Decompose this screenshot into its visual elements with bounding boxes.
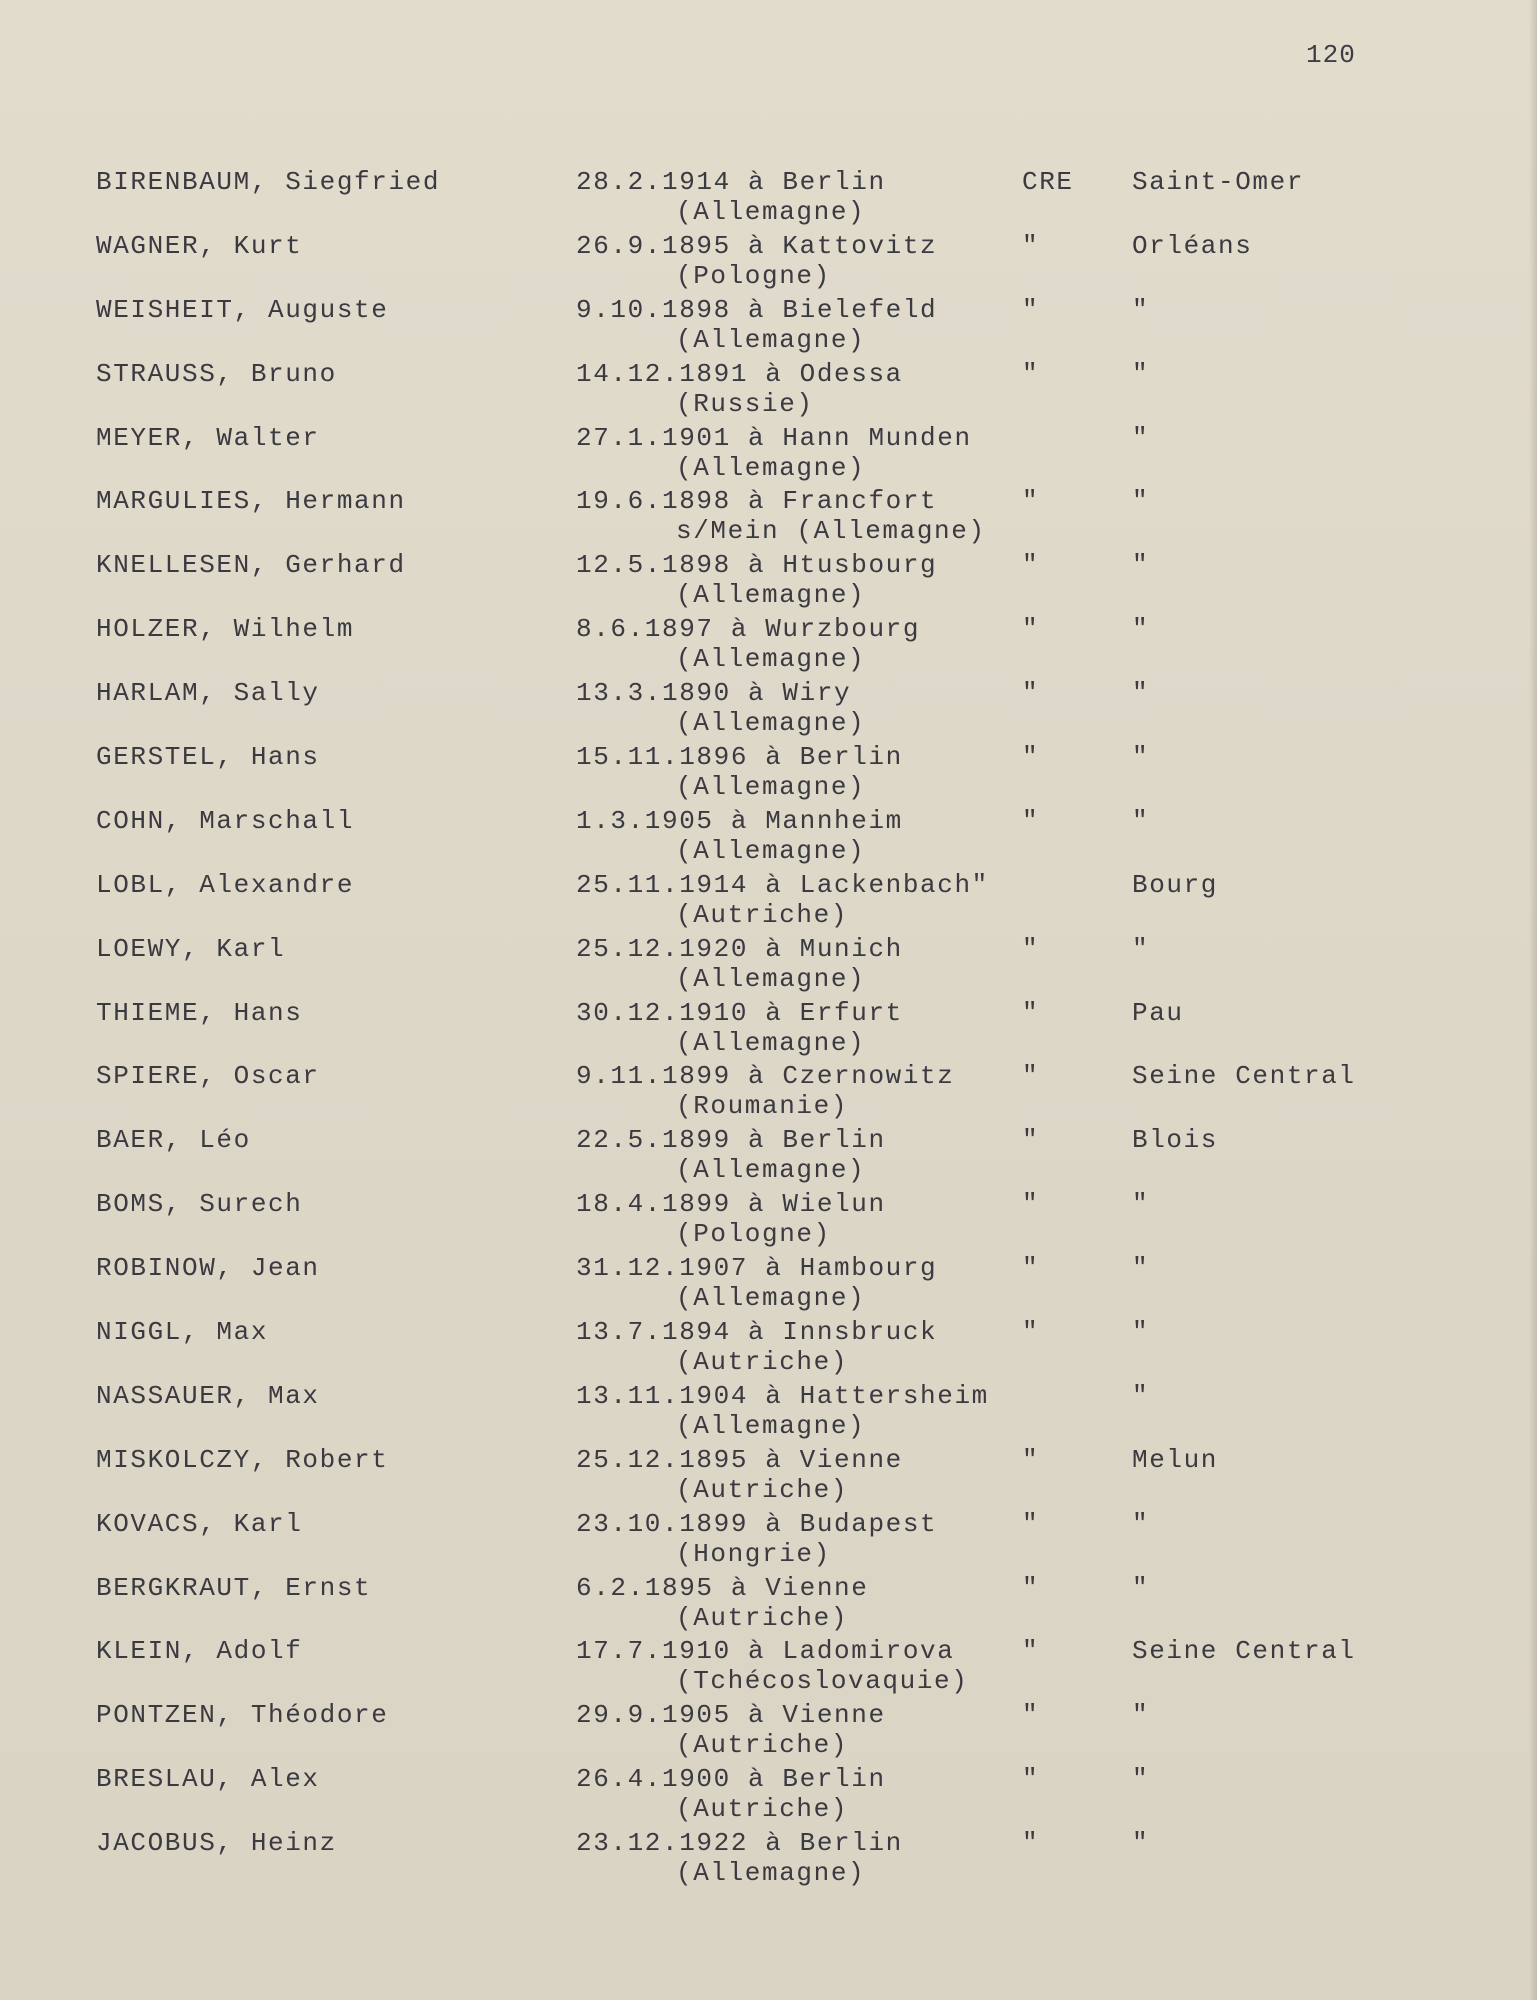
list-item — [0, 933, 1537, 997]
birth-date-place: 13.7.1894 à Innsbruck — [576, 1317, 938, 1348]
list-item — [0, 1763, 1537, 1827]
list-item — [0, 1380, 1537, 1444]
person-name: LOEWY, Karl — [96, 933, 286, 964]
ditto-mark: " — [1022, 294, 1040, 325]
camp-location: " — [1132, 1380, 1150, 1411]
person-name: COHN, Marschall — [96, 805, 355, 836]
ditto-mark: " — [1022, 678, 1040, 709]
ditto-mark: " — [1022, 805, 1040, 836]
ditto-mark: " — [1022, 550, 1040, 581]
camp-location: Blois — [1132, 1125, 1219, 1156]
camp-location: " — [1132, 1828, 1150, 1859]
ditto-mark: " — [1022, 997, 1040, 1028]
list-item — [0, 741, 1537, 805]
birth-date-place: 23.10.1899 à Budapest — [576, 1508, 938, 1539]
birth-date-place: 26.4.1900 à Berlin — [576, 1764, 886, 1795]
person-name: JACOBUS, Heinz — [96, 1828, 337, 1859]
camp-location: " — [1132, 1317, 1150, 1348]
list-item — [0, 1060, 1537, 1124]
page-edge-shadow — [1529, 0, 1537, 2000]
birth-date-place: 23.12.1922 à Berlin — [576, 1828, 903, 1859]
list-item — [0, 1252, 1537, 1316]
birth-country: (Allemagne) — [676, 963, 866, 994]
camp-location: " — [1132, 1253, 1150, 1284]
birth-country: (Allemagne) — [676, 772, 866, 803]
ditto-mark: " — [1022, 742, 1040, 773]
page-number: 120 — [1306, 40, 1356, 70]
person-name: KNELLESEN, Gerhard — [96, 550, 406, 581]
ditto-mark: " — [1022, 1061, 1040, 1092]
person-name: BIRENBAUM, Siegfried — [96, 167, 441, 197]
person-name: GERSTEL, Hans — [96, 742, 320, 773]
list-item — [0, 1635, 1537, 1699]
ditto-mark: " — [1022, 1253, 1040, 1284]
birth-date-place: 29.9.1905 à Vienne — [576, 1700, 886, 1731]
list-item — [0, 1124, 1537, 1188]
birth-date-place: 1.3.1905 à Mannheim — [576, 805, 903, 836]
birth-country: (Roumanie) — [676, 1091, 849, 1122]
camp-location: " — [1132, 294, 1150, 325]
person-name: HOLZER, Wilhelm — [96, 614, 355, 645]
list-item — [0, 677, 1537, 741]
birth-date-place: 6.2.1895 à Vienne — [576, 1572, 869, 1603]
ditto-mark: " — [1022, 230, 1040, 261]
person-name: MARGULIES, Hermann — [96, 486, 406, 517]
birth-date-place: 18.4.1899 à Wielun — [576, 1189, 886, 1220]
birth-country: (Autriche) — [676, 899, 849, 930]
ditto-mark: " — [1022, 358, 1040, 389]
birth-date-place: 9.10.1898 à Bielefeld — [576, 294, 938, 325]
camp-location: Bourg — [1132, 869, 1219, 900]
camp-location: " — [1132, 358, 1150, 389]
person-name: BOMS, Surech — [96, 1189, 303, 1220]
list-item — [0, 230, 1537, 294]
camp-location: " — [1132, 1700, 1150, 1731]
birth-date-place: 14.12.1891 à Odessa — [576, 358, 903, 389]
camp-location: " — [1132, 805, 1150, 836]
birth-country: (Allemagne) — [676, 580, 866, 611]
birth-date-place: 25.11.1914 à Lackenbach" — [576, 869, 989, 900]
list-item — [0, 358, 1537, 422]
camp-location: " — [1132, 742, 1150, 773]
birth-country: (Allemagne) — [676, 1410, 866, 1441]
ditto-mark: " — [1022, 1189, 1040, 1220]
ditto-mark: " — [1022, 1444, 1040, 1475]
birth-date-place: 27.1.1901 à Hann Munden — [576, 422, 972, 453]
list-item — [0, 294, 1537, 358]
list-item — [0, 1188, 1537, 1252]
ditto-mark: " — [1022, 1317, 1040, 1348]
list-item — [0, 1827, 1537, 1891]
person-name: BAER, Léo — [96, 1125, 251, 1156]
list-item — [0, 485, 1537, 549]
ditto-mark: " — [1022, 933, 1040, 964]
birth-country: (Allemagne) — [676, 1283, 866, 1314]
camp-location: Saint-Omer — [1132, 167, 1305, 197]
birth-date-place: 15.11.1896 à Berlin — [576, 742, 903, 773]
birth-country: (Autriche) — [676, 1794, 849, 1825]
camp-location: " — [1132, 1189, 1150, 1220]
birth-country: (Allemagne) — [676, 324, 866, 355]
entries-list — [0, 166, 1537, 1891]
list-item — [0, 869, 1537, 933]
birth-date-place: 9.11.1899 à Czernowitz — [576, 1061, 955, 1092]
birth-date-place: 22.5.1899 à Berlin — [576, 1125, 886, 1156]
birth-date-place: 26.9.1895 à Kattovitz — [576, 230, 938, 261]
person-name: ROBINOW, Jean — [96, 1253, 320, 1284]
birth-date-place: 8.6.1897 à Wurzbourg — [576, 614, 921, 645]
list-item — [0, 1316, 1537, 1380]
person-name: THIEME, Hans — [96, 997, 303, 1028]
birth-date-place: 12.5.1898 à Htusbourg — [576, 550, 938, 581]
birth-date-place: 13.3.1890 à Wiry — [576, 678, 852, 709]
birth-country: (Autriche) — [676, 1602, 849, 1633]
birth-country: (Allemagne) — [676, 835, 866, 866]
birth-country: (Autriche) — [676, 1347, 849, 1378]
person-name: WEISHEIT, Auguste — [96, 294, 389, 325]
birth-date-place: 28.2.1914 à Berlin — [576, 167, 886, 197]
ditto-mark: " — [1022, 486, 1040, 517]
ditto-mark: " — [1022, 1125, 1040, 1156]
camp-location: " — [1132, 614, 1150, 645]
birth-country: (Autriche) — [676, 1474, 849, 1505]
camp-location: Melun — [1132, 1444, 1219, 1475]
person-name: MISKOLCZY, Robert — [96, 1444, 389, 1475]
camp-location: " — [1132, 486, 1150, 517]
ditto-mark: " — [1022, 1636, 1040, 1667]
camp-location: Seine Central — [1132, 1061, 1356, 1092]
birth-country: (Allemagne) — [676, 708, 866, 739]
person-name: HARLAM, Sally — [96, 678, 320, 709]
list-item — [0, 1699, 1537, 1763]
birth-country: (Russie) — [676, 388, 814, 419]
ditto-mark: " — [1022, 1764, 1040, 1795]
list-item — [0, 1508, 1537, 1572]
person-name: STRAUSS, Bruno — [96, 358, 337, 389]
birth-country: (Allemagne) — [676, 1858, 866, 1889]
birth-country: (Allemagne) — [676, 197, 866, 227]
person-name: MEYER, Walter — [96, 422, 320, 453]
birth-country: (Tchécoslovaquie) — [676, 1666, 969, 1697]
person-name: LOBL, Alexandre — [96, 869, 355, 900]
list-item — [0, 1444, 1537, 1508]
birth-date-place: 19.6.1898 à Francfort — [576, 486, 938, 517]
person-name: PONTZEN, Théodore — [96, 1700, 389, 1731]
birth-date-place: 25.12.1895 à Vienne — [576, 1444, 903, 1475]
ditto-mark: " — [1022, 1700, 1040, 1731]
list-item — [0, 805, 1537, 869]
camp-location: Seine Central — [1132, 1636, 1356, 1667]
birth-date-place: 30.12.1910 à Erfurt — [576, 997, 903, 1028]
ditto-mark: " — [1022, 1828, 1040, 1859]
camp-location: " — [1132, 1508, 1150, 1539]
birth-date-place: 25.12.1920 à Munich — [576, 933, 903, 964]
birth-country: (Allemagne) — [676, 1155, 866, 1186]
list-item — [0, 613, 1537, 677]
birth-country: (Allemagne) — [676, 1027, 866, 1058]
list-item — [0, 1572, 1537, 1636]
camp-location: Pau — [1132, 997, 1184, 1028]
person-name: NIGGL, Max — [96, 1317, 269, 1348]
person-name: SPIERE, Oscar — [96, 1061, 320, 1092]
person-name: NASSAUER, Max — [96, 1380, 320, 1411]
camp-location: " — [1132, 422, 1150, 453]
birth-country: (Pologne) — [676, 1219, 831, 1250]
birth-country: (Hongrie) — [676, 1538, 831, 1569]
person-name: BRESLAU, Alex — [96, 1764, 320, 1795]
person-name: WAGNER, Kurt — [96, 230, 303, 261]
birth-date-place: 17.7.1910 à Ladomirova — [576, 1636, 955, 1667]
birth-country: (Pologne) — [676, 260, 831, 291]
birth-date-place: 31.12.1907 à Hambourg — [576, 1253, 938, 1284]
birth-country: (Allemagne) — [676, 452, 866, 483]
list-item — [0, 422, 1537, 486]
ditto-mark: " — [1022, 1508, 1040, 1539]
ditto-mark: " — [1022, 1572, 1040, 1603]
person-name: KOVACS, Karl — [96, 1508, 303, 1539]
camp-location: " — [1132, 550, 1150, 581]
list-item — [0, 166, 1537, 230]
list-item — [0, 997, 1537, 1061]
ditto-mark: " — [1022, 614, 1040, 645]
camp-location: " — [1132, 933, 1150, 964]
list-item — [0, 549, 1537, 613]
birth-country: (Allemagne) — [676, 644, 866, 675]
camp-location: " — [1132, 1764, 1150, 1795]
ditto-mark: CRE — [1022, 167, 1074, 197]
camp-location: " — [1132, 678, 1150, 709]
person-name: BERGKRAUT, Ernst — [96, 1572, 372, 1603]
camp-location: " — [1132, 1572, 1150, 1603]
birth-date-place: 13.11.1904 à Hattersheim — [576, 1380, 989, 1411]
camp-location: Orléans — [1132, 230, 1253, 261]
person-name: KLEIN, Adolf — [96, 1636, 303, 1667]
birth-country: s/Mein (Allemagne) — [676, 516, 986, 547]
birth-country: (Autriche) — [676, 1730, 849, 1761]
